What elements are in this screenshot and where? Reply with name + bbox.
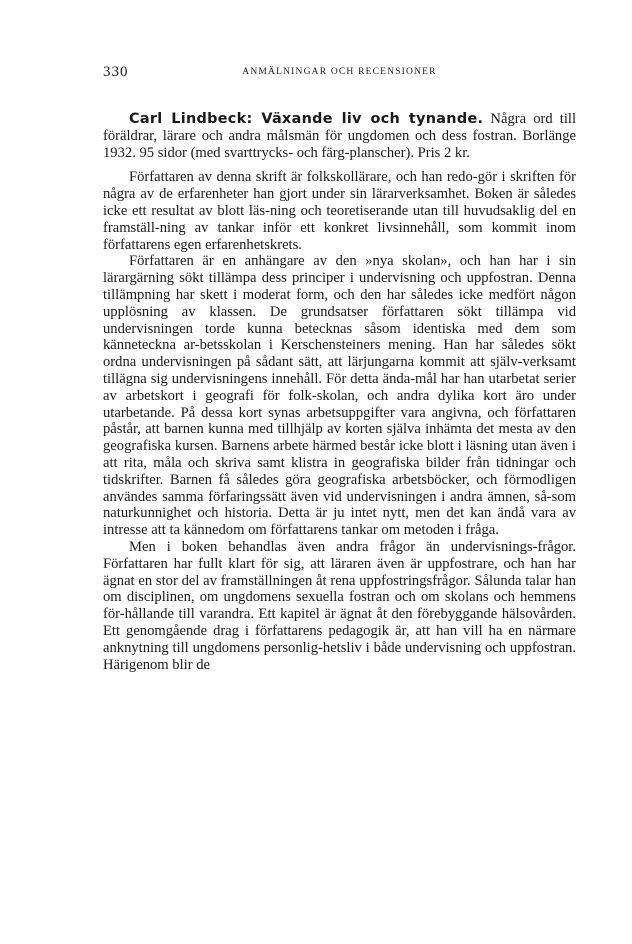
review-body — [103, 111, 576, 673]
running-head: ANMÄLNINGAR OCH RECENSIONER — [242, 67, 437, 77]
page-number: 330 — [103, 64, 129, 80]
paragraph: Författaren är en anhängare av den »nya skolan», och han har i sin lärargärning sökt tillämpa dess principer i undervisning och uppfostran. Denna tillämpning har skett i moderat form, och den har således icke medfört någon upplösning av klassen. De grundsatser författaren sökt tillämpa vid undervisningen torde kunna betecknas såsom identiska med dem som känneteckna ar-betsskolan i Kerschensteiners mening. Han har således sökt ordna undervisningen på sådant sätt, att lärjungarna kommit att själv-verksamt tillägna sig undervisningens innehåll. För detta ända-mål har han utarbetat serier av arbetskort i geografi för folk-skolan, och andra dylika kort äro under utarbetande. På dessa kort synas arbetsuppgifter vara angivna, och författaren påstår, att barnen kunna med tillhjälp av korten själva inhämta det mesta av den geografiska kursen. Barnens arbete härmed består icke blott i läsning utan även i att rita, måla och skriva samt klistra in geografiska bilder från tidningar och tidskrifter. Barnen få således göra geografiska arbetsböcker, och förmodligen användes samma förfaringssätt även vid undervisningen i andra ämnen, så-som naturkunnighet och historia. Detta är ju intet nytt, men det kan ändå vara av intresse att ta kännedom om författarens tankar om metoden i fråga. — [103, 253, 576, 539]
review-subtitle: Några ord till föräldrar, lärare och andra målsmän för ungdomen och dess fostran. Borlänge 1932. 95 sidor (med svarttrycks- och färg-planscher). Pris 2 kr. — [103, 111, 577, 161]
page — [103, 62, 576, 673]
review-heading — [103, 111, 576, 161]
page-header — [103, 62, 576, 86]
paragraph: Men i boken behandlas även andra frågor än undervisnings-frågor. Författaren har fullt klart för sig, att läraren även är uppfostrare, och han har ägnat en stor del av framställningen åt rena uppfostringsfrågor. Sålunda talar han om disciplinen, om ungdomens sexuella fostran och om skolans och hemmens för-hållande till varandra. Ett kapitel är ägnat åt den förebyggande hälsovården. Ett genomgående drag i författarens pedagogik är, att han vill ha en närmare anknytning till ungdomens personlig-hetsliv i både undervisning och uppfostran. Härigenom blir de — [103, 538, 576, 673]
paragraph: Författaren av denna skrift är folkskollärare, och han redo-gör i skriften för några av de erfarenheter han gjort under sin lärarverksamhet. Boken är således icke ett resultat av blott läs-ning och teoretiserande utan till huvudsaklig del en framställ-ning av tankar inför ett konkret livsinnehåll, som kommit inom författarens egen erfarenhetskrets. — [103, 169, 576, 253]
review-title: Carl Lindbeck: Växande liv och tynande. — [129, 111, 484, 127]
